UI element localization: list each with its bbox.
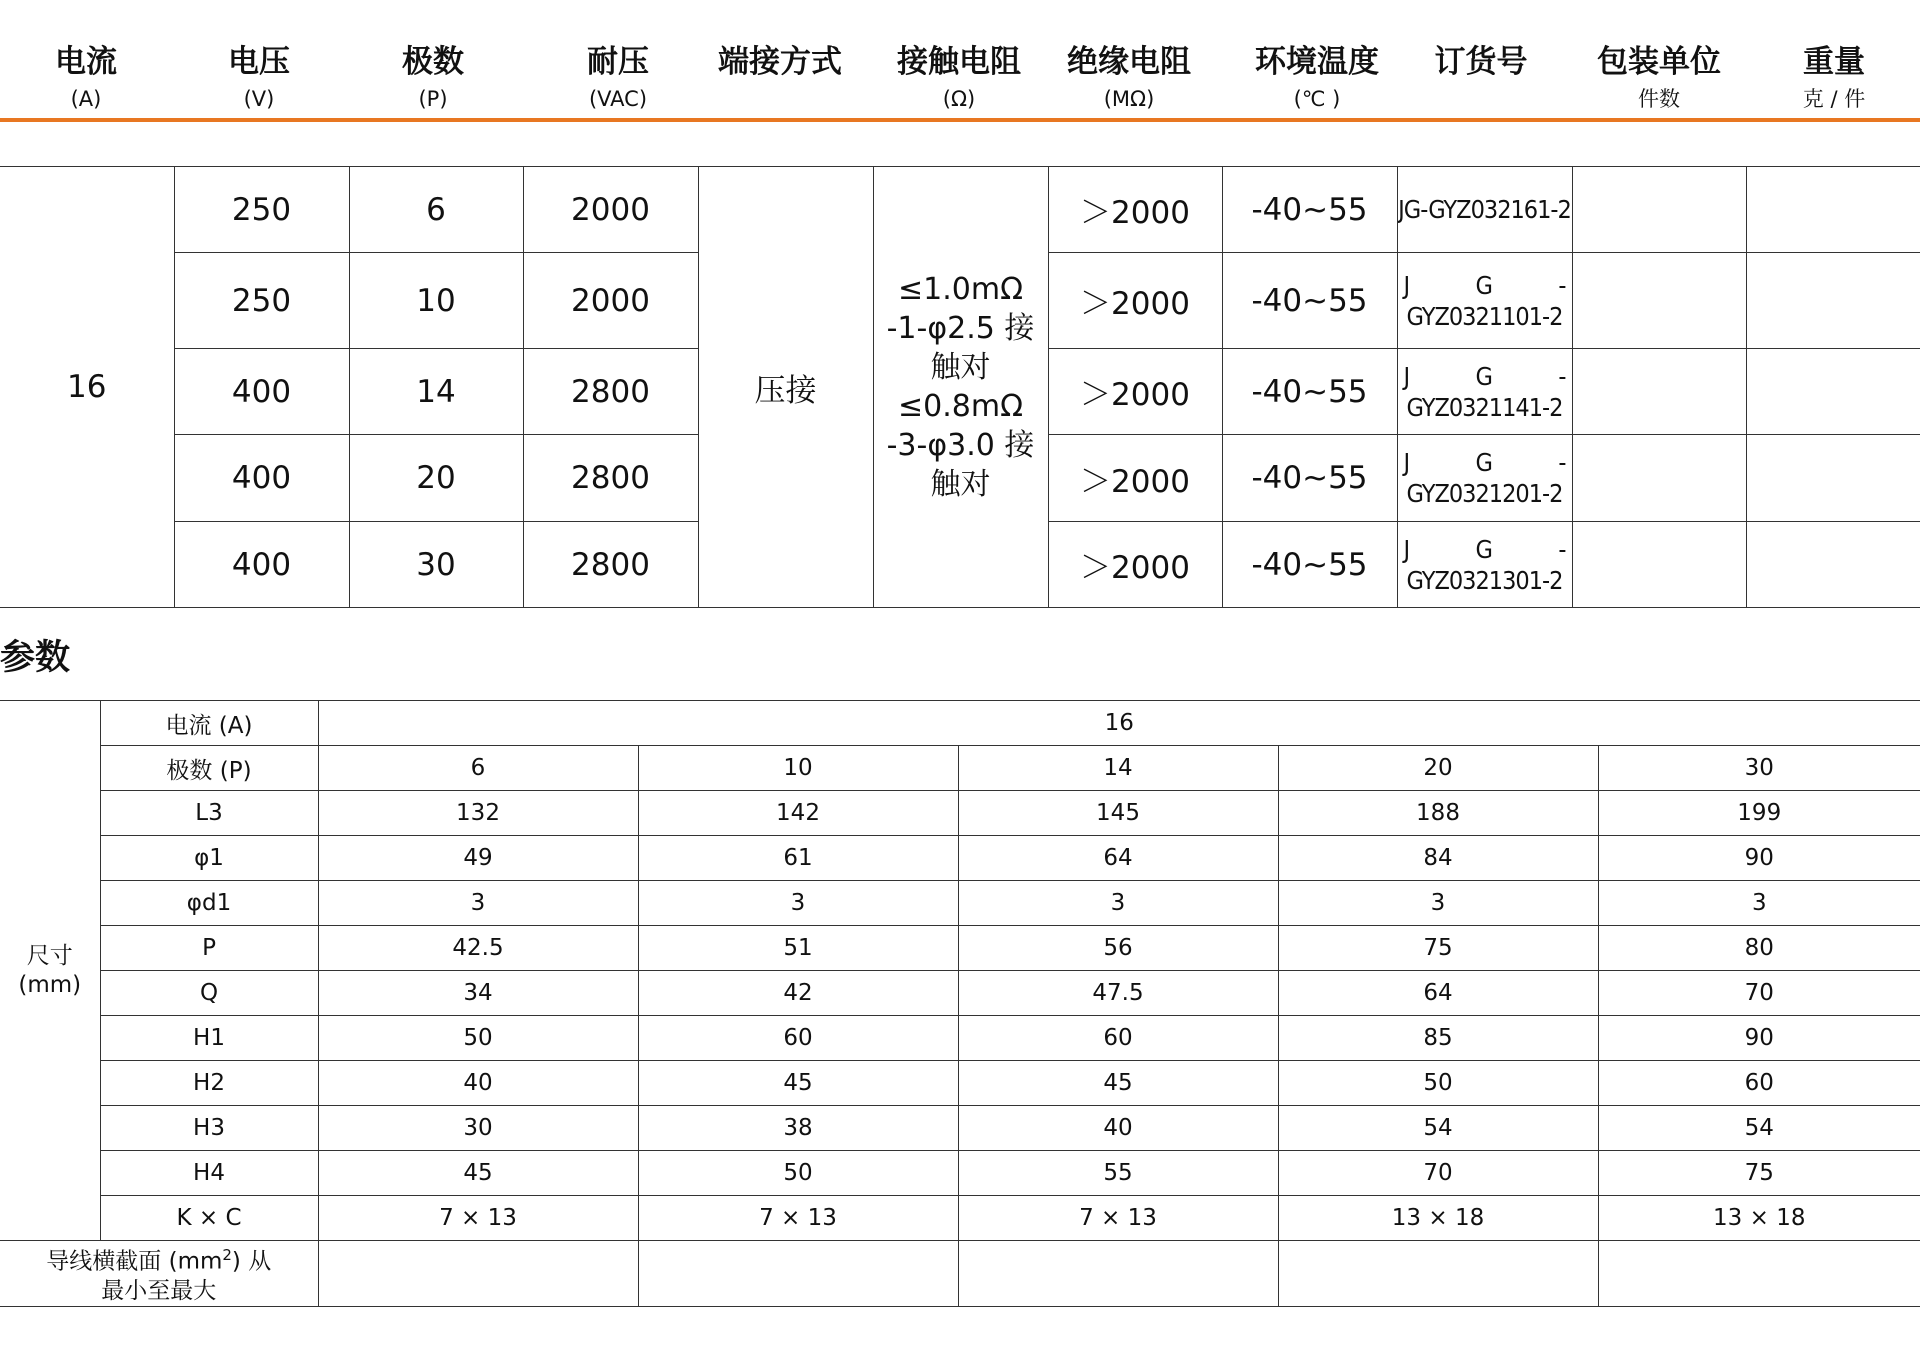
- order-prefix-dash: -: [1558, 448, 1566, 477]
- temperature-cell: -40~55: [1222, 435, 1397, 522]
- value-cell: 20: [1278, 746, 1598, 791]
- value-cell: 7 × 13: [958, 1196, 1278, 1241]
- order-prefix-g: G: [1475, 270, 1492, 300]
- package-cell: [1572, 522, 1746, 608]
- withstand-cell: 2800: [523, 522, 698, 608]
- order-prefix-j: J: [1403, 361, 1410, 391]
- size-label-cell: [0, 701, 100, 1241]
- table-row: [0, 701, 1920, 746]
- table-row: [0, 1151, 1920, 1196]
- value-cell: 56: [958, 926, 1278, 971]
- contact-resistance-line: 触对: [930, 467, 991, 502]
- order-prefix-dash: -: [1558, 361, 1566, 391]
- table-row: [0, 836, 1920, 881]
- value-cell: 13 × 18: [1598, 1196, 1920, 1241]
- header-col-poles: [346, 0, 520, 118]
- value-cell: 60: [638, 1016, 958, 1061]
- header-col-voltage: [172, 0, 346, 118]
- insulation-cell: ＞2000: [1048, 253, 1222, 349]
- value-cell: 3: [1598, 881, 1920, 926]
- value-cell: 3: [1278, 881, 1598, 926]
- value-cell: 64: [1278, 971, 1598, 1016]
- package-cell: [1572, 253, 1746, 349]
- wire-section-label-line2: 最小至最大: [101, 1277, 217, 1304]
- header-title: 电压: [228, 44, 290, 80]
- weight-cell: [1746, 522, 1920, 608]
- value-cell: 55: [958, 1151, 1278, 1196]
- order-number-cell: [1397, 349, 1572, 435]
- order-prefix-g: G: [1475, 448, 1492, 477]
- value-cell: 199: [1598, 791, 1920, 836]
- contact-resistance-line: -1-φ2.5 接: [886, 311, 1035, 346]
- header-col-package: [1572, 0, 1746, 118]
- value-cell: 34: [318, 971, 638, 1016]
- spec-header: [0, 0, 1920, 122]
- value-cell: 142: [638, 791, 958, 836]
- insulation-cell: ＞2000: [1048, 435, 1222, 522]
- value-cell: [958, 1241, 1278, 1307]
- order-prefix-dash: -: [1558, 534, 1566, 564]
- row-label: H3: [100, 1106, 318, 1151]
- header-unit: (A): [70, 87, 102, 111]
- insulation-cell: ＞2000: [1048, 167, 1222, 253]
- table-row: [0, 1241, 1920, 1307]
- package-cell: [1572, 167, 1746, 253]
- package-cell: [1572, 435, 1746, 522]
- value-cell: 54: [1278, 1106, 1598, 1151]
- value-cell: 70: [1598, 971, 1920, 1016]
- value-cell: [638, 1241, 958, 1307]
- table-row: [0, 1016, 1920, 1061]
- header-unit: (P): [418, 87, 448, 111]
- value-cell: 47.5: [958, 971, 1278, 1016]
- section-title: 参数: [0, 638, 71, 678]
- value-cell: [1598, 1241, 1920, 1307]
- weight-cell: [1746, 167, 1920, 253]
- value-cell: 64: [958, 836, 1278, 881]
- value-cell: 40: [958, 1106, 1278, 1151]
- row-label: 极数 (P): [100, 746, 318, 791]
- row-label: φ1: [100, 836, 318, 881]
- table-row: [0, 1196, 1920, 1241]
- value-cell: 75: [1598, 1151, 1920, 1196]
- value-cell: 13 × 18: [1278, 1196, 1598, 1241]
- voltage-cell: 400: [174, 522, 349, 608]
- header-col-termination: [700, 0, 860, 118]
- value-cell: 3: [958, 881, 1278, 926]
- value-cell: 42: [638, 971, 958, 1016]
- wire-section-label: 导线横截面 (mm: [46, 1248, 223, 1275]
- value-cell: 30: [318, 1106, 638, 1151]
- value-cell: 188: [1278, 791, 1598, 836]
- value-cell: 42.5: [318, 926, 638, 971]
- header-unit: (℃ ): [1293, 87, 1341, 111]
- order-prefix-j: J: [1403, 534, 1410, 564]
- order-prefix: [1404, 534, 1566, 565]
- row-label: P: [100, 926, 318, 971]
- wire-section-label-line1: [0, 1241, 318, 1277]
- withstand-cell: 2000: [523, 253, 698, 349]
- header-title: 环境温度: [1255, 44, 1379, 80]
- value-cell: 3: [638, 881, 958, 926]
- withstand-cell: 2800: [523, 435, 698, 522]
- dimension-table: [0, 700, 1920, 1307]
- table-row: [0, 881, 1920, 926]
- order-prefix: [1404, 270, 1566, 301]
- poles-cell: 6: [349, 167, 523, 253]
- value-cell: 14: [958, 746, 1278, 791]
- temperature-cell: -40~55: [1222, 167, 1397, 253]
- order-suffix: GYZ0321301-2: [1406, 565, 1563, 595]
- order-number-cell: [1397, 435, 1572, 522]
- header-unit: 克 / 件: [1802, 87, 1866, 111]
- header-unit: (MΩ): [1103, 87, 1155, 111]
- voltage-cell: 250: [174, 167, 349, 253]
- poles-cell: 14: [349, 349, 523, 435]
- voltage-cell: 400: [174, 435, 349, 522]
- header-title: 绝缘电阻: [1067, 44, 1191, 80]
- contact-resistance-line: 触对: [930, 350, 991, 385]
- value-cell: 60: [1598, 1061, 1920, 1106]
- value-cell: 50: [638, 1151, 958, 1196]
- order-prefix-j: J: [1403, 448, 1410, 477]
- order-prefix-j: J: [1403, 270, 1410, 300]
- value-cell: 45: [318, 1151, 638, 1196]
- order-prefix-g: G: [1475, 534, 1492, 564]
- header-col-insulation: [1042, 0, 1216, 118]
- header-title: 重量: [1803, 44, 1865, 80]
- order-prefix: [1404, 361, 1566, 392]
- table-row: [0, 1106, 1920, 1151]
- package-cell: [1572, 349, 1746, 435]
- wire-section-sup: 2: [222, 1246, 232, 1264]
- value-cell: 132: [318, 791, 638, 836]
- header-col-temperature: [1230, 0, 1404, 118]
- order-prefix-dash: -: [1558, 270, 1566, 300]
- value-cell: 6: [318, 746, 638, 791]
- header-col-withstand: [520, 0, 716, 118]
- value-cell: 7 × 13: [638, 1196, 958, 1241]
- value-cell: 45: [638, 1061, 958, 1106]
- termination-cell: 压接: [698, 167, 873, 608]
- poles-cell: 30: [349, 522, 523, 608]
- value-cell: 40: [318, 1061, 638, 1106]
- value-cell: [318, 1241, 638, 1307]
- weight-cell: [1746, 435, 1920, 522]
- row-label: L3: [100, 791, 318, 836]
- header-title: 接触电阻: [897, 44, 1021, 80]
- header-col-order-number: [1394, 0, 1568, 118]
- value-cell: 38: [638, 1106, 958, 1151]
- value-cell: 60: [958, 1016, 1278, 1061]
- header-title: 端接方式: [718, 44, 842, 80]
- value-cell: 54: [1598, 1106, 1920, 1151]
- value-cell: 51: [638, 926, 958, 971]
- header-title: 电流: [55, 44, 117, 80]
- temperature-cell: -40~55: [1222, 522, 1397, 608]
- table-row: [0, 971, 1920, 1016]
- contact-resistance-line: ≤0.8mΩ: [898, 389, 1023, 424]
- value-cell: 90: [1598, 836, 1920, 881]
- header-unit: 件数: [1638, 87, 1680, 111]
- temperature-cell: -40~55: [1222, 349, 1397, 435]
- header-unit: (V): [243, 87, 275, 111]
- wire-section-label-cell: [0, 1241, 318, 1307]
- value-cell: 80: [1598, 926, 1920, 971]
- size-unit: (mm): [18, 971, 82, 998]
- row-label: H2: [100, 1061, 318, 1106]
- order-suffix: GYZ0321201-2: [1406, 479, 1563, 508]
- value-cell: [1278, 1241, 1598, 1307]
- voltage-cell: 250: [174, 253, 349, 349]
- value-cell: 75: [1278, 926, 1598, 971]
- poles-cell: 10: [349, 253, 523, 349]
- voltage-cell: 400: [174, 349, 349, 435]
- wire-section-label-tail: ) 从: [231, 1248, 272, 1275]
- table-row: [0, 791, 1920, 836]
- header-title: 耐压: [587, 44, 649, 80]
- contact-resistance-cell: [873, 167, 1048, 608]
- contact-resistance-line: ≤1.0mΩ: [898, 272, 1023, 307]
- order-suffix: GYZ0321141-2: [1406, 392, 1563, 422]
- spec-table: [0, 166, 1920, 608]
- insulation-cell: ＞2000: [1048, 349, 1222, 435]
- value-cell: 61: [638, 836, 958, 881]
- header-title: 订货号: [1434, 44, 1528, 80]
- value-cell: 3: [318, 881, 638, 926]
- current-cell: 16: [0, 167, 174, 608]
- withstand-cell: 2000: [523, 167, 698, 253]
- value-cell: 84: [1278, 836, 1598, 881]
- order-prefix-g: G: [1475, 361, 1492, 391]
- row-label: K × C: [100, 1196, 318, 1241]
- table-row: [0, 167, 1920, 253]
- header-col-contact-resistance: [872, 0, 1046, 118]
- order-suffix: GYZ0321101-2: [1406, 301, 1563, 331]
- row-label: Q: [100, 971, 318, 1016]
- header-title: 极数: [402, 44, 464, 80]
- order-number-cell: [1397, 253, 1572, 349]
- header-divider: [0, 118, 1920, 122]
- order-prefix: [1404, 447, 1566, 478]
- value-cell: 145: [958, 791, 1278, 836]
- row-label: H4: [100, 1151, 318, 1196]
- value-cell: 85: [1278, 1016, 1598, 1061]
- row-label: H1: [100, 1016, 318, 1061]
- value-cell: 30: [1598, 746, 1920, 791]
- row-label: 电流 (A): [100, 701, 318, 746]
- order-number-cell: JG-GYZ032161-2: [1397, 167, 1572, 253]
- header-col-weight: [1748, 0, 1920, 118]
- poles-cell: 20: [349, 435, 523, 522]
- table-row: [0, 926, 1920, 971]
- value-cell: 50: [318, 1016, 638, 1061]
- size-label: 尺寸: [26, 942, 73, 969]
- value-cell: 49: [318, 836, 638, 881]
- value-cell: 70: [1278, 1151, 1598, 1196]
- row-label: φd1: [100, 881, 318, 926]
- header-unit: (VAC): [588, 87, 648, 111]
- order-number-cell: [1397, 522, 1572, 608]
- withstand-cell: 2800: [523, 349, 698, 435]
- contact-resistance-line: -3-φ3.0 接: [886, 428, 1035, 463]
- value-cell: 10: [638, 746, 958, 791]
- current-value-cell: 16: [318, 701, 1920, 746]
- table-row: [0, 1061, 1920, 1106]
- value-cell: 7 × 13: [318, 1196, 638, 1241]
- value-cell: 90: [1598, 1016, 1920, 1061]
- weight-cell: [1746, 253, 1920, 349]
- value-cell: 45: [958, 1061, 1278, 1106]
- temperature-cell: -40~55: [1222, 253, 1397, 349]
- header-unit: (Ω): [942, 87, 976, 111]
- value-cell: 50: [1278, 1061, 1598, 1106]
- header-title: 包装单位: [1597, 44, 1721, 80]
- insulation-cell: ＞2000: [1048, 522, 1222, 608]
- table-row: [0, 746, 1920, 791]
- weight-cell: [1746, 349, 1920, 435]
- header-col-current: [0, 0, 172, 118]
